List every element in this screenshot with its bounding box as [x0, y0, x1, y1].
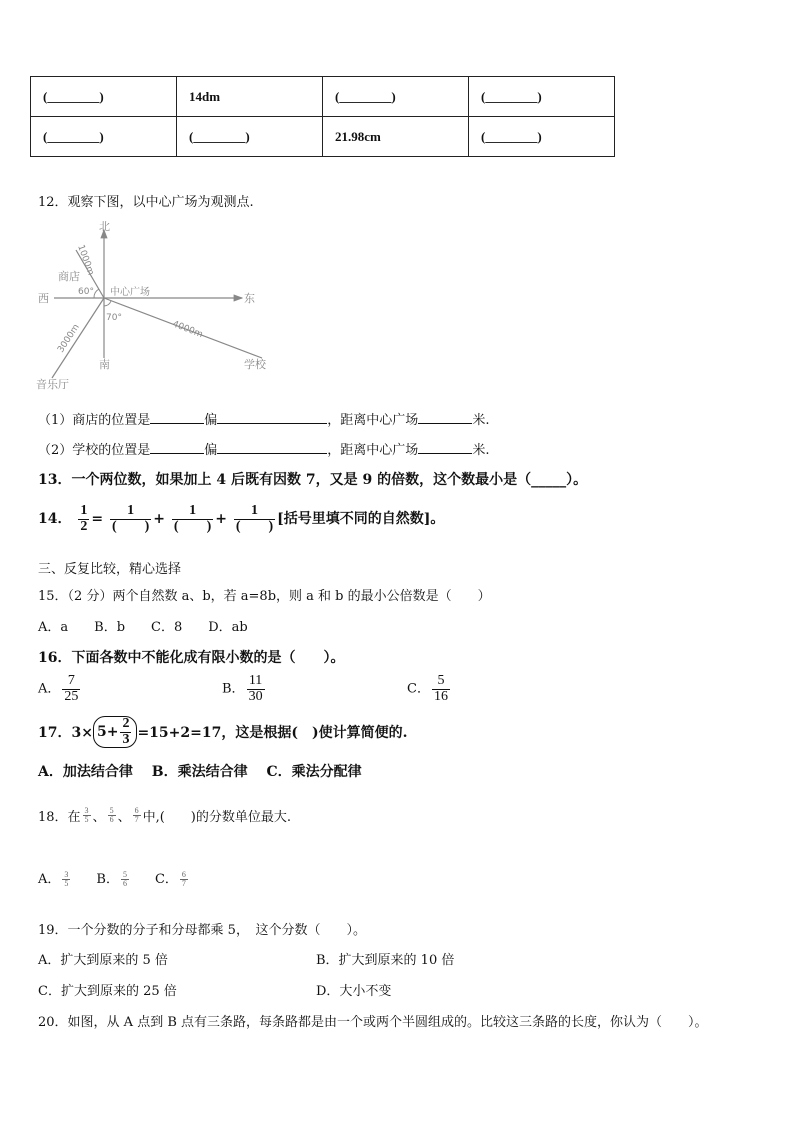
answer-blank[interactable]: [217, 453, 327, 454]
fraction-blank-3[interactable]: $\frac{1}{( )}$: [235, 503, 274, 534]
question-17: 17．3× 5+ $\frac{2}{3}$ =15+2=17，这是根据( )使计算简便的.: [38, 716, 408, 747]
angle-70-label: 70°: [106, 313, 122, 323]
distance-4000-label: 4000m: [170, 319, 205, 341]
fraction: $\frac{6}{7}$: [134, 805, 139, 824]
west-label: 西: [38, 292, 49, 305]
answer-blank[interactable]: [150, 423, 204, 424]
option-a[interactable]: A．扩大到原来的 5 倍: [38, 953, 168, 968]
fraction: $\frac{7}{25}$: [64, 673, 79, 704]
option-a[interactable]: A． $\frac{3}{5}$: [38, 869, 69, 888]
table-cell: (________): [469, 117, 615, 157]
east-label: 东: [244, 292, 255, 305]
option-c[interactable]: C． $\frac{5}{16}$: [407, 673, 448, 704]
fraction: $\frac{5}{6}$: [109, 805, 114, 824]
option-c[interactable]: C．扩大到原来的 25 倍: [38, 984, 177, 999]
direction-diagram: [34, 218, 284, 393]
question-15: 15．（2 分）两个自然数 a、b，若 a=8b，则 a 和 b 的最小公倍数是（ ）: [38, 589, 491, 604]
fraction-half: $\frac{1}{2}$: [80, 503, 88, 534]
option-c[interactable]: C． $\frac{6}{7}$: [154, 869, 186, 888]
table-cell: (________): [323, 77, 469, 117]
option-d[interactable]: D．大小不变: [316, 984, 392, 999]
question-15-options[interactable]: A．a B．b C．8 D．ab: [38, 620, 248, 635]
angle-60-arc: [94, 289, 99, 298]
question-16: 16．下面各数中不能化成有限小数的是（ ）。: [38, 650, 345, 666]
question-12: 12．观察下图，以中心广场为观测点.: [38, 195, 254, 210]
school-label: 学校: [244, 358, 266, 371]
answer-blank[interactable]: [150, 453, 204, 454]
question-17-options[interactable]: A．加法结合律 B．乘法结合律 C．乘法分配律: [38, 764, 362, 780]
fraction: $\frac{11}{30}$: [248, 673, 263, 704]
fraction-blank-1[interactable]: $\frac{1}{( )}$: [111, 503, 150, 534]
shop-label: 商店: [58, 270, 80, 283]
question-14: 14． $\frac{1}{2}$ = $\frac{1}{( )}$ + $\frac{1}{( )}$ + $\frac{1}{( )}$ [括号里填不同的自然数]。: [38, 503, 445, 534]
table-cell: (________): [177, 117, 323, 157]
question-18-options: [38, 868, 190, 888]
section-heading: 三、反复比较，精心选择: [38, 562, 182, 577]
table-cell: 14dm: [177, 77, 323, 117]
center-label: 中心广场: [110, 287, 150, 298]
table-cell: (________): [31, 117, 177, 157]
option-b[interactable]: B． $\frac{11}{30}$: [222, 673, 263, 704]
question-19: 19．一个分数的分子和分母都乘 5， 这个分数（ ）。: [38, 923, 366, 938]
table-row: [31, 77, 615, 117]
question-18: 18．在 $\frac{3}{5}$ 、 $\frac{5}{6}$ 、 $\frac{6}{7}$ 中,( )的分数单位最大.: [38, 805, 291, 825]
distance-3000-label: 3000m: [56, 322, 82, 355]
north-label: 北: [99, 220, 110, 233]
fraction: $\frac{3}{5}$: [84, 805, 89, 824]
answer-blank[interactable]: [217, 423, 327, 424]
answer-table: [30, 76, 615, 157]
angle-70-arc: [104, 301, 111, 306]
fraction-blank-2[interactable]: $\frac{1}{( )}$: [173, 503, 212, 534]
option-b[interactable]: B．扩大到原来的 10 倍: [316, 953, 455, 968]
question-20: 20．如图，从 A 点到 B 点有三条路，每条路都是由一个或两个半圆组成的。比较这三条路的长度，你认为（ ）。: [38, 1015, 708, 1030]
question-12-part-2: （2）学校的位置是 偏 ，距离中心广场 米.: [38, 443, 490, 458]
angle-60-label: 60°: [78, 287, 94, 297]
concert-ray: [52, 298, 104, 378]
distance-1000-label: 1000m: [75, 243, 96, 277]
parenthesized-expression: 5+ $\frac{2}{3}$: [93, 716, 137, 748]
answer-blank[interactable]: [418, 453, 472, 454]
south-label: 南: [99, 358, 110, 371]
option-a[interactable]: A． $\frac{7}{25}$: [38, 673, 79, 704]
table-cell: (________): [31, 77, 177, 117]
option-b[interactable]: B． $\frac{5}{6}$: [96, 869, 127, 888]
answer-blank[interactable]: [418, 423, 472, 424]
question-13: 13．一个两位数，如果加上 4 后既有因数 7，又是 9 的倍数，这个数最小是（_____）。: [38, 472, 588, 488]
fraction: $\frac{5}{16}$: [433, 673, 448, 704]
table-row: [31, 117, 615, 157]
question-12-part-1: （1）商店的位置是 偏 ，距离中心广场 米.: [38, 413, 490, 428]
table-cell: (________): [469, 77, 615, 117]
table-cell: 21.98cm: [323, 117, 469, 157]
concert-label: 音乐厅: [36, 378, 69, 391]
